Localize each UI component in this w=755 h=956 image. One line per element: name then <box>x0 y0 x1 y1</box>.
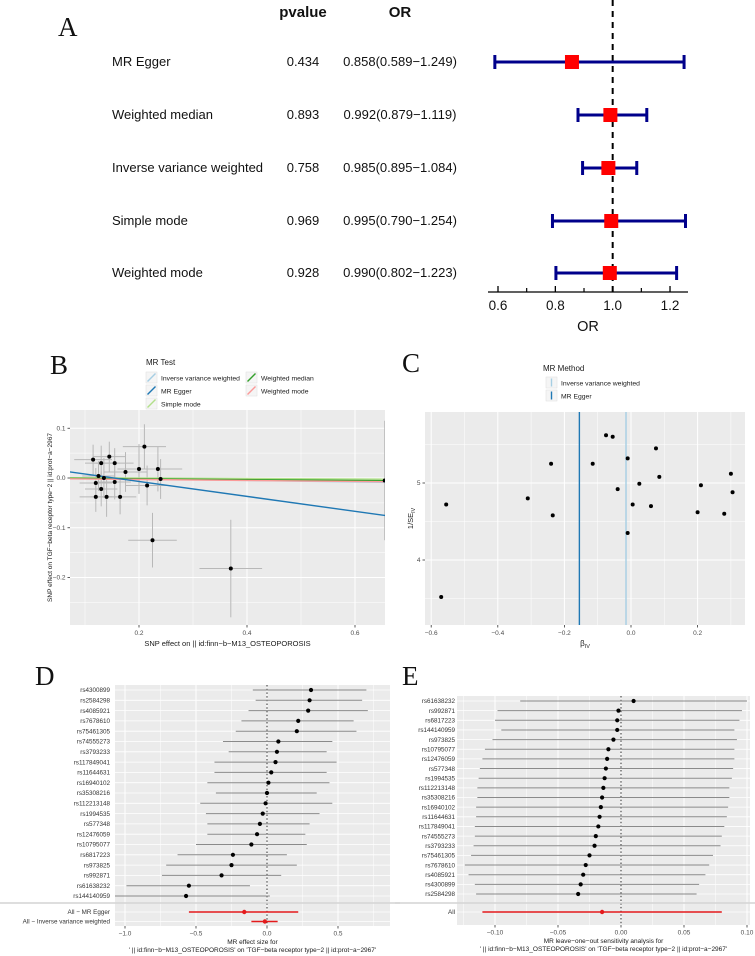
x-tick-label: 0.2 <box>134 630 144 637</box>
estimate-point <box>605 757 609 761</box>
snp-label: rs112213148 <box>73 800 110 808</box>
data-point <box>94 481 98 485</box>
snp-label: rs7678610 <box>80 718 110 726</box>
snp-label: rs973825 <box>83 862 110 870</box>
estimate-point <box>601 786 605 790</box>
pvalue-value: 0.434 <box>286 54 320 69</box>
estimate-point <box>599 805 603 809</box>
panel-c-funnel-plot <box>400 345 755 657</box>
caption-line-2: ' || id:finn−b−M13_OSTEOPOROSIS' on 'TGF−beta receptor type−2 || id:prot−a−2967' <box>128 947 377 954</box>
data-point <box>444 503 448 507</box>
estimate-point <box>309 688 313 692</box>
x-tick-label: 0.10 <box>740 929 754 937</box>
snp-label: rs61638232 <box>76 882 110 890</box>
x-tick-label: 0.0 <box>626 630 636 637</box>
or-ci-value: 0.995(0.790−1.254) <box>343 213 457 228</box>
panel-e-letter: E <box>402 661 419 691</box>
data-point <box>91 458 95 462</box>
data-point <box>151 538 155 542</box>
estimate-point <box>276 739 280 743</box>
data-point <box>229 567 233 571</box>
estimate-point <box>255 832 259 836</box>
estimate-point <box>275 750 279 754</box>
estimate-point <box>295 729 299 733</box>
x-tick-label: 0.6 <box>488 298 508 313</box>
y-tick-label: −0.2 <box>52 574 66 582</box>
or-marker <box>601 161 615 175</box>
data-point <box>649 504 653 508</box>
estimate-point <box>266 781 270 785</box>
x-tick-label: 0.8 <box>545 298 565 313</box>
estimate-point <box>261 812 265 816</box>
x-tick-label: −0.4 <box>491 630 505 637</box>
data-point <box>107 455 111 459</box>
data-point <box>159 477 163 481</box>
snp-label: rs4300899 <box>425 881 455 889</box>
snp-label: rs577348 <box>428 765 455 773</box>
pvalue-value: 0.928 <box>286 265 320 280</box>
data-point <box>99 487 103 491</box>
data-point <box>142 445 146 449</box>
legend-label: Inverse variance weighted <box>161 375 240 383</box>
legend-label: Weighted mode <box>261 388 309 396</box>
panel-c-letter: C <box>402 348 421 378</box>
snp-label: rs75461305 <box>421 852 455 860</box>
data-point <box>722 512 726 516</box>
estimate-point <box>308 698 312 702</box>
estimate-point <box>263 801 267 805</box>
y-axis-title: SNP effect on TGF−beta receptor type−2 || id:prot−a−2967 <box>47 433 54 602</box>
snp-label: rs144140959 <box>418 727 455 735</box>
caption-line-1: MR effect size for <box>227 939 278 946</box>
snp-label: rs4300899 <box>80 687 110 695</box>
data-point <box>105 495 109 499</box>
snp-label: rs6817223 <box>80 852 110 859</box>
legend-label: MR Egger <box>561 393 592 401</box>
estimate-point <box>265 791 269 795</box>
panel-b-letter: B <box>50 350 69 380</box>
snp-label: rs992871 <box>83 872 110 880</box>
or-marker <box>603 108 617 122</box>
estimate-point <box>219 873 223 877</box>
data-point <box>626 456 630 460</box>
snp-label: rs1994535 <box>425 775 455 783</box>
estimate-point <box>597 815 601 819</box>
snp-label: rs16940102 <box>76 779 110 787</box>
or-marker <box>565 55 579 69</box>
snp-label: rs144140959 <box>73 893 110 901</box>
estimate-point <box>269 770 273 774</box>
data-point <box>551 513 555 517</box>
snp-label: rs7678610 <box>425 862 455 870</box>
x-tick-label: 0.2 <box>693 630 703 637</box>
legend-title: MR Test <box>146 358 176 367</box>
legend-label: MR Egger <box>161 388 192 396</box>
panel-e-loo-plot <box>395 660 755 956</box>
snp-label: rs35308216 <box>76 790 110 798</box>
summary-label: All − Inverse variance weighted <box>22 918 110 926</box>
snp-label: rs12476059 <box>421 756 455 764</box>
data-point <box>113 480 117 484</box>
or-marker <box>604 214 618 228</box>
summary-point <box>242 910 246 914</box>
estimate-point <box>273 760 277 764</box>
data-point <box>604 433 608 437</box>
estimate-point <box>596 824 600 828</box>
y-tick-label: 0.0 <box>56 475 66 483</box>
data-point <box>731 490 735 494</box>
snp-label: rs112213148 <box>418 785 455 793</box>
caption-line-1: MR leave−one−out sensitivity analysis for <box>543 938 664 945</box>
y-tick-label: 0.1 <box>56 425 66 433</box>
estimate-point <box>576 892 580 896</box>
or-ci-value: 0.985(0.895−1.084) <box>343 160 457 175</box>
data-point <box>696 510 700 514</box>
y-tick-label: 5 <box>416 480 421 488</box>
x-tick-label: −0.05 <box>549 929 567 937</box>
snp-label: rs61638232 <box>421 698 455 706</box>
snp-label: rs973825 <box>428 736 455 744</box>
summary-point <box>263 919 267 923</box>
caption-line-2: ' || id:finn−b−M13_OSTEOPOROSIS' on 'TGF−beta receptor type−2 || id:prot−a−2967' <box>479 946 728 953</box>
snp-label: rs3793233 <box>425 842 455 850</box>
snp-label: rs74555273 <box>421 833 455 841</box>
data-point <box>439 595 443 599</box>
snp-label: rs74555273 <box>76 738 110 746</box>
summary-point <box>600 910 604 914</box>
snp-label: rs11644631 <box>77 769 110 777</box>
data-point <box>526 496 530 500</box>
x-tick-label: −0.6 <box>424 630 438 637</box>
snp-label: rs1994535 <box>80 810 110 818</box>
method-label: Weighted median <box>112 107 213 122</box>
estimate-point <box>604 766 608 770</box>
estimate-point <box>632 699 636 703</box>
snp-label: rs75461305 <box>76 728 110 736</box>
estimate-point <box>606 747 610 751</box>
estimate-point <box>187 884 191 888</box>
x-tick-label: 0.0 <box>262 930 272 938</box>
or-ci-value: 0.992(0.879−1.119) <box>343 107 457 122</box>
snp-label: rs12476059 <box>76 831 110 839</box>
estimate-point <box>600 795 604 799</box>
snp-label: rs2584298 <box>425 891 455 899</box>
estimate-point <box>231 853 235 857</box>
snp-label: rs11644631 <box>422 814 455 821</box>
data-point <box>616 487 620 491</box>
panel-a-col-or: OR <box>388 4 412 21</box>
data-point <box>102 476 106 480</box>
panel-d-letter: D <box>35 661 55 691</box>
data-point <box>699 483 703 487</box>
estimate-point <box>184 894 188 898</box>
x-tick-label: 1.2 <box>660 298 680 313</box>
snp-label: rs16940102 <box>421 804 455 812</box>
data-point <box>626 531 630 535</box>
panel-a-col-pvalue: pvalue <box>279 4 327 21</box>
panel-d-forest-plot <box>0 660 400 956</box>
x-tick-label: 0.00 <box>614 929 628 937</box>
snp-label: rs2584298 <box>80 697 110 705</box>
snp-label: rs10795077 <box>76 841 110 849</box>
snp-label: rs35308216 <box>421 794 455 802</box>
method-label: Weighted mode <box>112 265 203 280</box>
x-tick-label: 0.05 <box>677 929 691 937</box>
y-tick-label: 4 <box>416 557 421 565</box>
data-point <box>611 435 615 439</box>
estimate-point <box>611 738 615 742</box>
data-point <box>156 467 160 471</box>
estimate-point <box>615 728 619 732</box>
estimate-point <box>603 776 607 780</box>
data-point <box>94 495 98 499</box>
panel-b-scatter-plot <box>0 345 400 657</box>
data-point <box>145 483 149 487</box>
data-point <box>118 495 122 499</box>
method-label: Inverse variance weighted <box>112 160 264 175</box>
y-axis-title: $1/SE_{IV}$ <box>406 507 417 530</box>
x-tick-label: 0.5 <box>333 930 343 938</box>
x-tick-label: 0.4 <box>242 630 252 637</box>
snp-label: rs117849041 <box>418 823 455 831</box>
panel-a-letter: A <box>58 12 78 42</box>
estimate-point <box>229 863 233 867</box>
snp-label: rs4085921 <box>425 871 455 879</box>
legend-label: Simple mode <box>161 401 201 409</box>
data-point <box>124 470 128 474</box>
legend-label: Weighted median <box>261 375 314 383</box>
panel-a-forest-plot <box>480 0 755 340</box>
snp-label: rs4085921 <box>80 707 110 715</box>
legend-title: MR Method <box>543 364 585 373</box>
pvalue-value: 0.969 <box>286 213 320 228</box>
summary-label: All − MR Egger <box>67 909 110 917</box>
data-point <box>99 461 103 465</box>
data-point <box>549 462 553 466</box>
data-point <box>729 472 733 476</box>
snp-label: rs117849041 <box>73 759 110 767</box>
method-label: Simple mode <box>112 213 188 228</box>
panel-b-background <box>70 410 385 625</box>
data-point <box>654 446 658 450</box>
estimate-point <box>296 719 300 723</box>
data-point <box>631 503 635 507</box>
pvalue-value: 0.758 <box>286 160 320 175</box>
estimate-point <box>249 842 253 846</box>
snp-label: rs6817223 <box>425 717 455 725</box>
x-axis-title: $\beta_{IV}$ <box>580 639 590 650</box>
snp-label: rs577348 <box>83 821 110 829</box>
x-tick-label: 0.6 <box>350 630 360 637</box>
or-marker <box>603 266 617 280</box>
snp-label: rs10795077 <box>421 746 455 754</box>
snp-label: rs992871 <box>428 707 455 715</box>
x-tick-label: −0.2 <box>557 630 571 637</box>
estimate-point <box>594 834 598 838</box>
estimate-point <box>587 853 591 857</box>
estimate-point <box>581 873 585 877</box>
data-point <box>657 475 661 479</box>
y-tick-label: −0.1 <box>52 524 66 532</box>
data-point <box>383 478 387 482</box>
estimate-point <box>616 709 620 713</box>
estimate-point <box>579 882 583 886</box>
x-tick-label: −1.0 <box>118 930 132 938</box>
estimate-point <box>258 822 262 826</box>
data-point <box>97 474 101 478</box>
or-ci-value: 0.858(0.589−1.249) <box>343 54 457 69</box>
x-tick-label: 1.0 <box>603 298 623 313</box>
data-point <box>591 462 595 466</box>
data-point <box>637 482 641 486</box>
data-point <box>137 467 141 471</box>
or-ci-value: 0.990(0.802−1.223) <box>343 265 457 280</box>
data-point <box>113 461 117 465</box>
panel-c-background <box>425 412 745 625</box>
estimate-point <box>615 718 619 722</box>
summary-label: All <box>448 909 455 917</box>
pvalue-value: 0.893 <box>286 107 320 122</box>
estimate-point <box>306 709 310 713</box>
estimate-point <box>584 863 588 867</box>
estimate-point <box>592 844 596 848</box>
legend-label: Inverse variance weighted <box>561 380 640 388</box>
method-label: MR Egger <box>112 54 171 69</box>
x-axis-title: SNP effect on || id:finn−b−M13_OSTEOPOROSIS <box>144 639 311 648</box>
snp-label: rs3793233 <box>80 749 110 756</box>
x-tick-label: −0.5 <box>189 930 203 938</box>
x-axis-title: OR <box>577 319 599 335</box>
x-tick-label: −0.10 <box>486 929 504 937</box>
